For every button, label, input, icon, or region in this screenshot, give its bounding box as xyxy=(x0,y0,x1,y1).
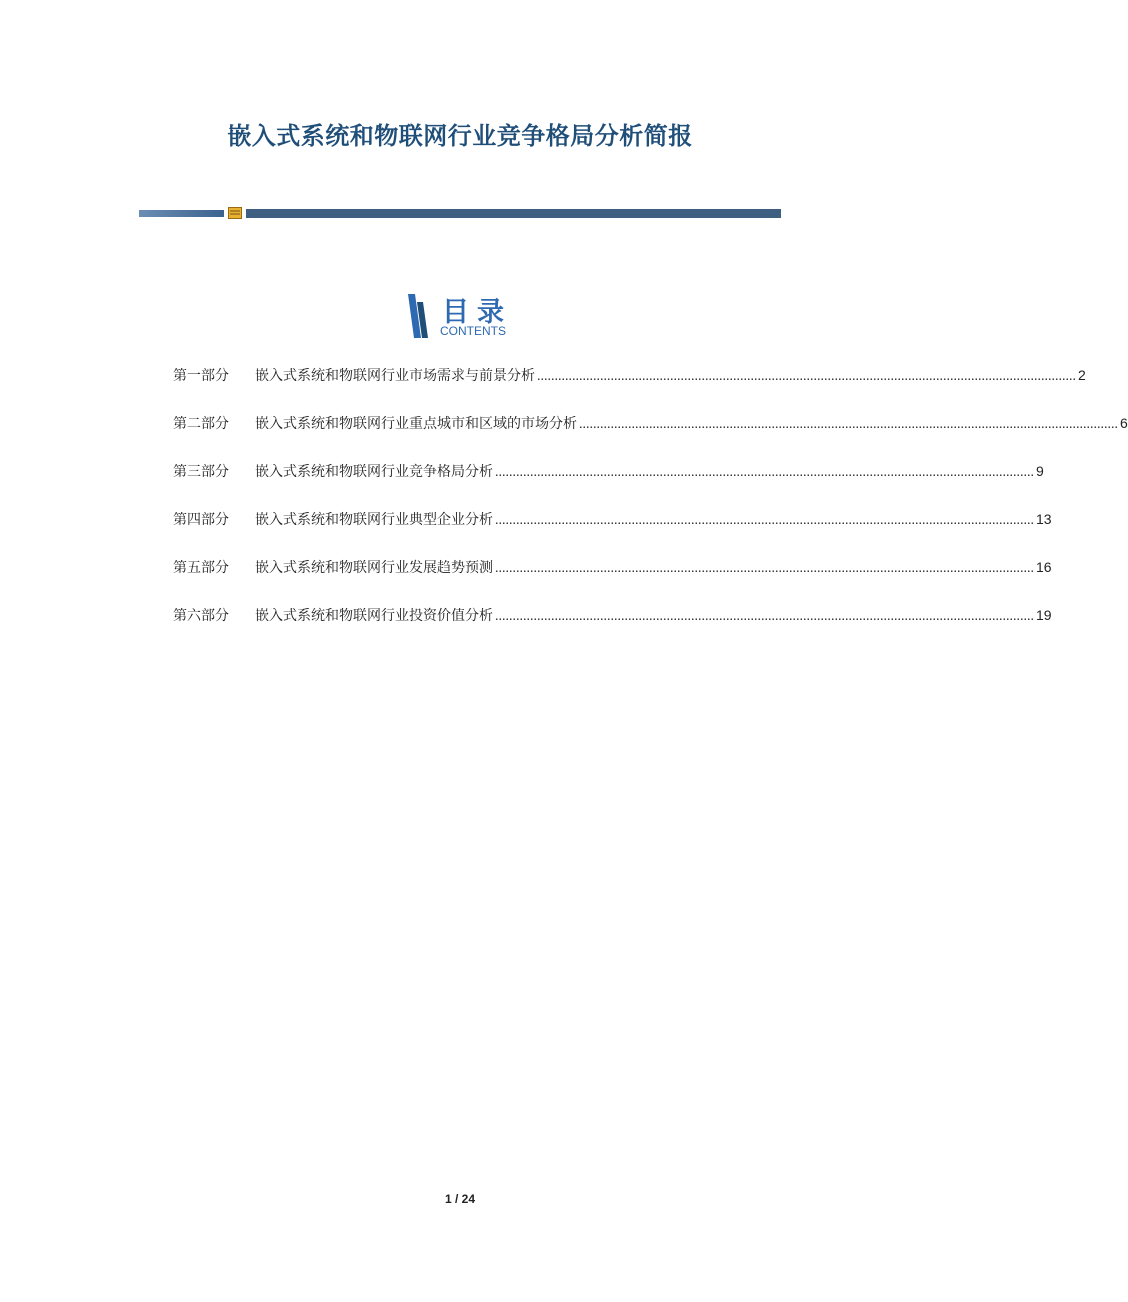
title-divider-right xyxy=(246,209,781,218)
toc-entry[interactable] xyxy=(173,413,1128,461)
toc-entry-part: 第六部分 xyxy=(173,608,229,624)
toc-heading-bars-icon xyxy=(408,294,430,338)
toc-entry-title: 嵌入式系统和物联网行业重点城市和区域的市场分析 xyxy=(255,416,577,432)
toc-heading-subtitle: CONTENTS xyxy=(440,324,506,338)
toc-entry-leader: .......................................................................................................................................................... xyxy=(495,465,1034,480)
toc-entry-part: 第三部分 xyxy=(173,464,229,480)
toc-entry-leader: .......................................................................................................................................................... xyxy=(579,417,1118,432)
toc-entry-title: 嵌入式系统和物联网行业投资价值分析 xyxy=(255,608,493,624)
document-title: 嵌入式系统和物联网行业竞争格局分析简报 xyxy=(227,122,693,150)
toc-entry[interactable] xyxy=(173,509,1052,557)
toc-entry[interactable] xyxy=(173,605,1052,653)
toc-entry[interactable] xyxy=(173,557,1052,605)
toc-entry-leader: .......................................................................................................................................................... xyxy=(495,561,1034,576)
toc-entry-leader: .......................................................................................................................................................... xyxy=(495,609,1034,624)
toc-entry-page: 2 xyxy=(1078,367,1086,383)
toc-entry-page: 16 xyxy=(1036,559,1052,575)
toc-entry-title: 嵌入式系统和物联网行业竞争格局分析 xyxy=(255,464,493,480)
toc-entry-title: 嵌入式系统和物联网行业典型企业分析 xyxy=(255,512,493,528)
toc-entry-part: 第五部分 xyxy=(173,560,229,576)
toc-entry[interactable] xyxy=(173,365,1086,413)
title-divider-left xyxy=(139,210,224,217)
page-number: 1 / 24 xyxy=(444,1192,476,1206)
toc-entry-part: 第二部分 xyxy=(173,416,229,432)
toc-entry-page: 19 xyxy=(1036,607,1052,623)
toc-entry-part: 第四部分 xyxy=(173,512,229,528)
toc-entry-part: 第一部分 xyxy=(173,368,229,384)
toc-entry-leader: .......................................................................................................................................................... xyxy=(495,513,1034,528)
toc-entry[interactable] xyxy=(173,461,1044,509)
toc-entry-page: 6 xyxy=(1120,415,1128,431)
toc-entry-leader: .......................................................................................................................................................... xyxy=(537,369,1076,384)
toc-heading xyxy=(408,292,528,340)
toc-list xyxy=(173,365,1128,653)
divider-ornament-icon xyxy=(228,207,242,219)
toc-entry-page: 9 xyxy=(1036,463,1044,479)
toc-entry-title: 嵌入式系统和物联网行业发展趋势预测 xyxy=(255,560,493,576)
toc-heading-title: 目录 xyxy=(442,297,512,328)
toc-entry-page: 13 xyxy=(1036,511,1052,527)
toc-entry-title: 嵌入式系统和物联网行业市场需求与前景分析 xyxy=(255,368,535,384)
